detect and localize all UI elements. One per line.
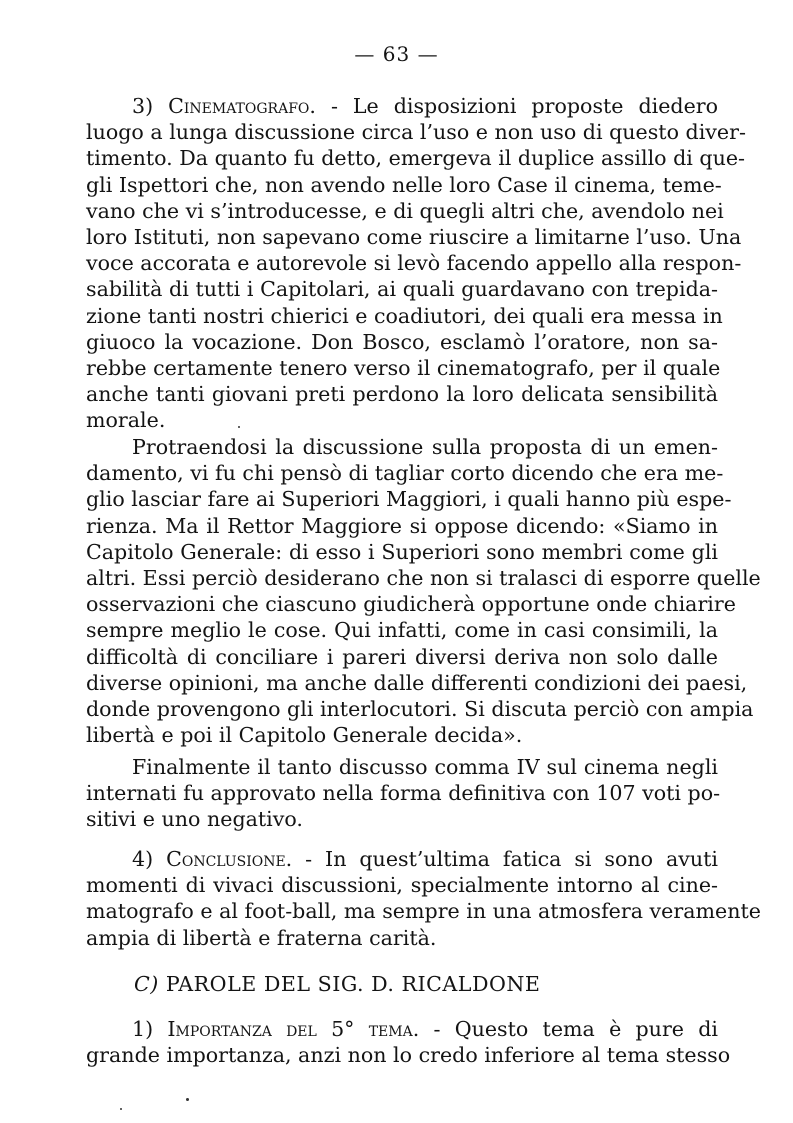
section-title: Importanza del 5° tema. bbox=[167, 1017, 420, 1041]
text-line: damento, vi fu chi pensò di tagliar corto dicendo che era me- bbox=[86, 461, 724, 486]
text-line: difficoltà di conciliare i pareri diversi deriva non solo dalle bbox=[86, 644, 718, 669]
section-number: 4) bbox=[132, 847, 154, 871]
heading-text: PAROLE DEL SIG. D. RICALDONE bbox=[165, 972, 541, 996]
section-cinematografo bbox=[86, 93, 746, 433]
text-line: matografo e al foot-ball, ma sempre in una atmosfera veramente bbox=[86, 899, 761, 924]
section-first-line-text: - Questo tema è pure di bbox=[433, 1017, 718, 1041]
text-line: zione tanti nostri chierici e coadiutori, dei quali era messa in bbox=[86, 303, 723, 328]
text-line: libertà e poi il Capitolo Generale decida». bbox=[86, 723, 523, 748]
text-line: donde provengono gli interlocutori. Si discuta perciò con ampia bbox=[86, 696, 754, 721]
print-speck bbox=[186, 1098, 189, 1101]
text-line: sabilità di tutti i Capitolari, ai quali guardavano con trepida- bbox=[86, 277, 718, 302]
heading-letter: C) bbox=[134, 972, 159, 996]
text-line: glio lasciar fare ai Superiori Maggiori, i quali hanno più espe- bbox=[86, 487, 732, 512]
text-line: rebbe certamente tenero verso il cinematografo, per il quale bbox=[86, 355, 721, 380]
section-first-line bbox=[86, 93, 718, 119]
section-first-line bbox=[86, 846, 718, 872]
text-line: Protraendosi la discussione sulla proposta di un emen- bbox=[132, 435, 718, 459]
paragraph-finalmente bbox=[86, 754, 721, 833]
section-number: 1) bbox=[132, 1017, 154, 1041]
text-line: Finalmente il tanto discusso comma IV sul cinema negli bbox=[132, 755, 718, 779]
text-line: timento. Da quanto fu detto, emergeva il duplice assillo di que- bbox=[86, 146, 746, 171]
text-line: vano che vi s’introducesse, e di quegli altri che, avendolo nei bbox=[86, 198, 724, 223]
text-line: momenti di vivaci discussioni, specialmente intorno al cine- bbox=[86, 873, 718, 898]
text-line: Capitolo Generale: di esso i Superiori sono membri come gli bbox=[86, 539, 718, 564]
text-line: sempre meglio le cose. Qui infatti, come in casi consimili, la bbox=[86, 618, 718, 643]
text-line: altri. Essi perciò desiderano che non si tralasci di esporre quelle bbox=[86, 565, 761, 590]
text-line: gli Ispettori che, non avendo nelle loro Case il cinema, teme- bbox=[86, 172, 722, 197]
section-first-line-text: - Le disposizioni proposte diedero bbox=[330, 94, 719, 118]
text-line: giuoco la vocazione. Don Bosco, esclamò l’oratore, non sa- bbox=[86, 329, 718, 354]
text-line: ampia di libertà e fraterna carità. bbox=[86, 925, 437, 950]
section-importanza bbox=[86, 1016, 731, 1068]
text-line: internati fu approvato nella forma definitiva con 107 voti po- bbox=[86, 781, 721, 806]
text-line: sitivi e uno negativo. bbox=[86, 807, 303, 832]
print-speck bbox=[238, 426, 240, 428]
text-line: voce accorata e autorevole si levò facendo appello alla respon- bbox=[86, 251, 742, 276]
text-line: loro Istituti, non sapevano come riuscire a limitarne l’uso. Una bbox=[86, 224, 742, 249]
text-line: luogo a lunga discussione circa l’uso e non uso di questo diver- bbox=[86, 120, 746, 145]
text-line: rienza. Ma il Rettor Maggiore si oppose dicendo: «Siamo in bbox=[86, 513, 718, 538]
section-title: Conclusione. bbox=[166, 847, 293, 871]
section-first-line bbox=[86, 1016, 718, 1042]
print-speck bbox=[120, 1108, 122, 1110]
text-line: anche tanti giovani preti perdono la loro delicata sensibilità bbox=[86, 382, 718, 407]
chapter-heading bbox=[134, 972, 540, 996]
section-title: Cinematografo. bbox=[168, 94, 316, 118]
text-line: morale. bbox=[86, 408, 166, 433]
section-conclusione bbox=[86, 846, 761, 951]
section-first-line-text: - In quest’ultima fatica si sono avuti bbox=[305, 847, 719, 871]
text-line: diverse opinioni, ma anche dalle differenti condizioni dei paesi, bbox=[86, 670, 748, 695]
text-line: grande importanza, anzi non lo credo inferiore al tema stesso bbox=[86, 1043, 731, 1068]
paragraph-discussione bbox=[86, 434, 761, 748]
text-line: osservazioni che ciascuno giudicherà opportune onde chiarire bbox=[86, 592, 736, 617]
page-number: — 63 — bbox=[354, 42, 439, 66]
section-number: 3) bbox=[132, 94, 154, 118]
